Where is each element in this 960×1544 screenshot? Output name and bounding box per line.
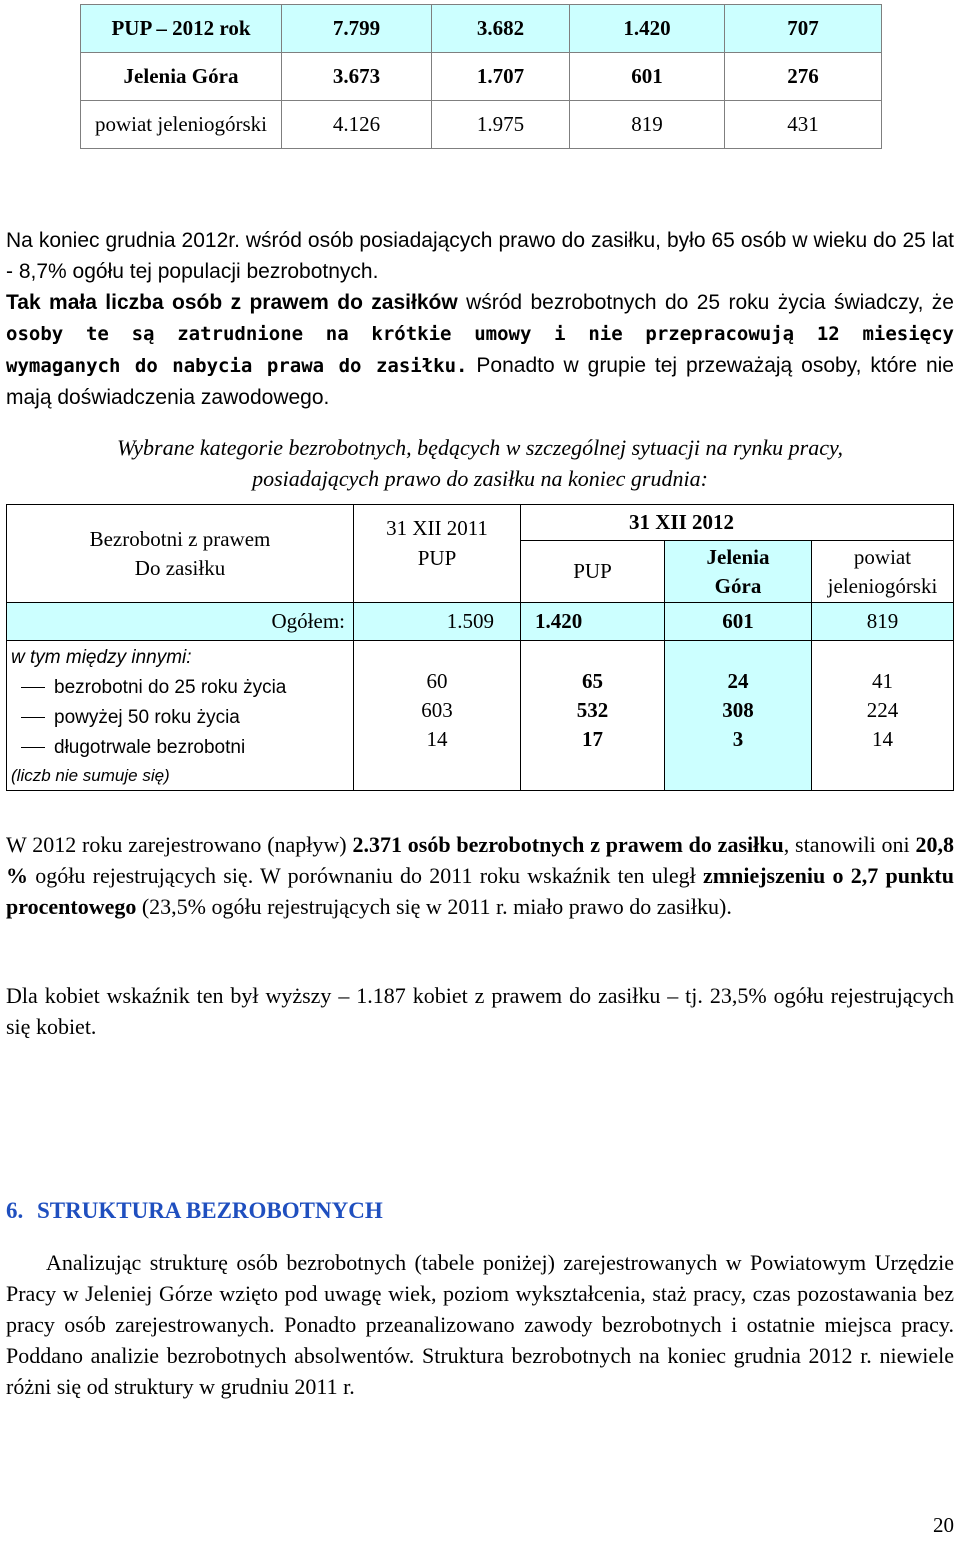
cell: 1.509 (354, 603, 521, 641)
table-caption (0, 432, 960, 494)
section-title (6, 1198, 383, 1224)
header-jelenia-gora (665, 541, 812, 603)
paragraph-bold: Tak mała liczba osób z prawem do zasiłków (6, 291, 458, 314)
cell: 276 (725, 53, 882, 101)
cell: 60 (426, 669, 448, 693)
categories-table (6, 504, 954, 791)
col-2011 (354, 641, 521, 791)
section-number: 6. (6, 1198, 24, 1223)
paragraph-structure: Analizując strukturę osób bezrobotnych (tabele poniżej) zarejestrowanych w Powiatowym Urzędzie Pracy w Jeleniej Górze wzięto pod uwagę wiek, poziom wykształcenia, staż pracy, czas pozostawania bez pracy osób zarejestrowanych. Ponadto przeanalizowano zawody bezrobotnych i ostatnie miejsca pracy. Poddano analizie bezrobotnych absolwentów. Struktura bezrobotnych na koniec grudnia 2012 r. niewiele różni się od struktury w grudniu 2011 r. (6, 1250, 954, 1399)
col-pup (521, 641, 665, 791)
paragraph-text: Na koniec grudnia 2012r. wśród osób posiadających prawo do zasiłku, było 65 osób w wieku do 25 lat - 8,7% ogółu tej populacji bezrobotnych. (6, 229, 954, 283)
header-text: jeleniogórski (827, 573, 938, 598)
paragraph-bold: osoby te są zatrudnione na krótkie umowy i nie przepracowują 12 miesięcy wymaganych do nabycia prawa do zasiłku. (6, 323, 954, 377)
cell: 1.707 (432, 53, 570, 101)
caption-line: Wybrane kategorie bezrobotnych, będących w szczególnej sytuacji na rynku pracy, (116, 435, 844, 460)
note: (liczb nie sumuje się) (11, 766, 170, 785)
list-item (11, 673, 353, 703)
cell: 17 (582, 727, 603, 751)
cell: 308 (722, 698, 754, 722)
header-text: 31 XII 2011 (386, 516, 488, 540)
cell: 603 (421, 698, 453, 722)
paragraph-text: wśród bezrobotnych do 25 roku życia świadczy, że (457, 291, 954, 314)
cell: 224 (866, 698, 899, 722)
cell: 3.673 (282, 53, 432, 101)
table-row (81, 53, 882, 101)
header-powiat (812, 541, 954, 603)
cell: 1.420 (521, 603, 665, 641)
header-2012: 31 XII 2012 (521, 505, 954, 541)
header-text: Góra (714, 573, 762, 598)
table-row (81, 5, 882, 53)
list-item (11, 733, 353, 763)
caption-line: posiadających prawo do zasiłku na koniec grudnia: (252, 466, 708, 491)
total-row (7, 603, 954, 641)
cell: 14 (872, 727, 893, 751)
cell: 707 (725, 5, 882, 53)
row-label: Jelenia Góra (81, 53, 282, 101)
header-2011 (354, 505, 521, 603)
paragraph-women: Dla kobiet wskaźnik ten był wyższy – 1.187 kobiet z prawem do zasiłku – tj. 23,5% ogółu rejestrujących się kobiet. (6, 983, 954, 1039)
cell: 1.420 (570, 5, 725, 53)
paragraph-bold: zmniejszeniu o 2,7 punktu procentowego (6, 863, 954, 919)
list-item-label: długotrwale bezrobotni (54, 737, 246, 758)
paragraph-text: W 2012 roku zarejestrowano (napływ) (6, 832, 353, 857)
list-item-label: bezrobotni do 25 roku życia (54, 677, 287, 698)
cell: 14 (426, 727, 448, 751)
col-powiat (812, 641, 954, 791)
sub-intro: w tym między innymi: (11, 647, 192, 668)
paragraph-text: (23,5% ogółu rejestrujących się w 2011 r. miało prawo do zasiłku). (136, 894, 732, 919)
header-text: Bezrobotni z prawem (89, 526, 271, 551)
cell: 24 (727, 669, 749, 693)
cell: 601 (665, 603, 812, 641)
detail-row (7, 641, 954, 791)
header-row (7, 505, 954, 541)
cell: 3.682 (432, 5, 570, 53)
col-jelenia-gora (665, 641, 812, 791)
paragraph-bold: 2.371 osób bezrobotnych z prawem do zasiłku (352, 832, 784, 857)
cell: 7.799 (282, 5, 432, 53)
list-item-label: powyżej 50 roku życia (54, 707, 240, 728)
header-text: Jelenia (706, 544, 770, 569)
paragraph-text: Ponadto w grupie tej przeważają osoby, które nie mają doświadczenia zawodowego. (6, 354, 954, 409)
table-row (81, 101, 882, 149)
page-number: 20 (933, 1513, 954, 1537)
header-text: Do zasiłku (134, 555, 226, 580)
header-label (7, 505, 354, 603)
cell: 1.975 (432, 101, 570, 149)
paragraph-registrations (6, 829, 954, 922)
cell: 431 (725, 101, 882, 149)
paragraph-text: , stanowili oni (783, 832, 916, 857)
section-title-text: STRUKTURA BEZROBOTNYCH (37, 1198, 383, 1223)
paragraph-text: ogółu rejestrujących się. W porównaniu do 2011 roku wskaźnik ten uległ (28, 863, 704, 888)
cell: 819 (570, 101, 725, 149)
cell: 819 (812, 603, 954, 641)
list-item (11, 703, 353, 733)
total-label: Ogółem: (7, 603, 354, 641)
paragraph-intro (6, 225, 954, 413)
row-label: powiat jeleniogórski (81, 101, 282, 149)
cell: 4.126 (282, 101, 432, 149)
paragraph-bold: 20,8 % (6, 832, 954, 888)
summary-table (80, 4, 882, 149)
header-text: PUP (417, 546, 457, 570)
header-text: powiat (853, 544, 912, 569)
cell: 65 (582, 669, 603, 693)
detail-labels (7, 641, 354, 791)
header-pup: PUP (521, 541, 665, 603)
cell: 41 (872, 669, 893, 693)
cell: 3 (732, 727, 744, 751)
cell: 532 (576, 698, 609, 722)
row-label: PUP – 2012 rok (81, 5, 282, 53)
cell: 601 (570, 53, 725, 101)
